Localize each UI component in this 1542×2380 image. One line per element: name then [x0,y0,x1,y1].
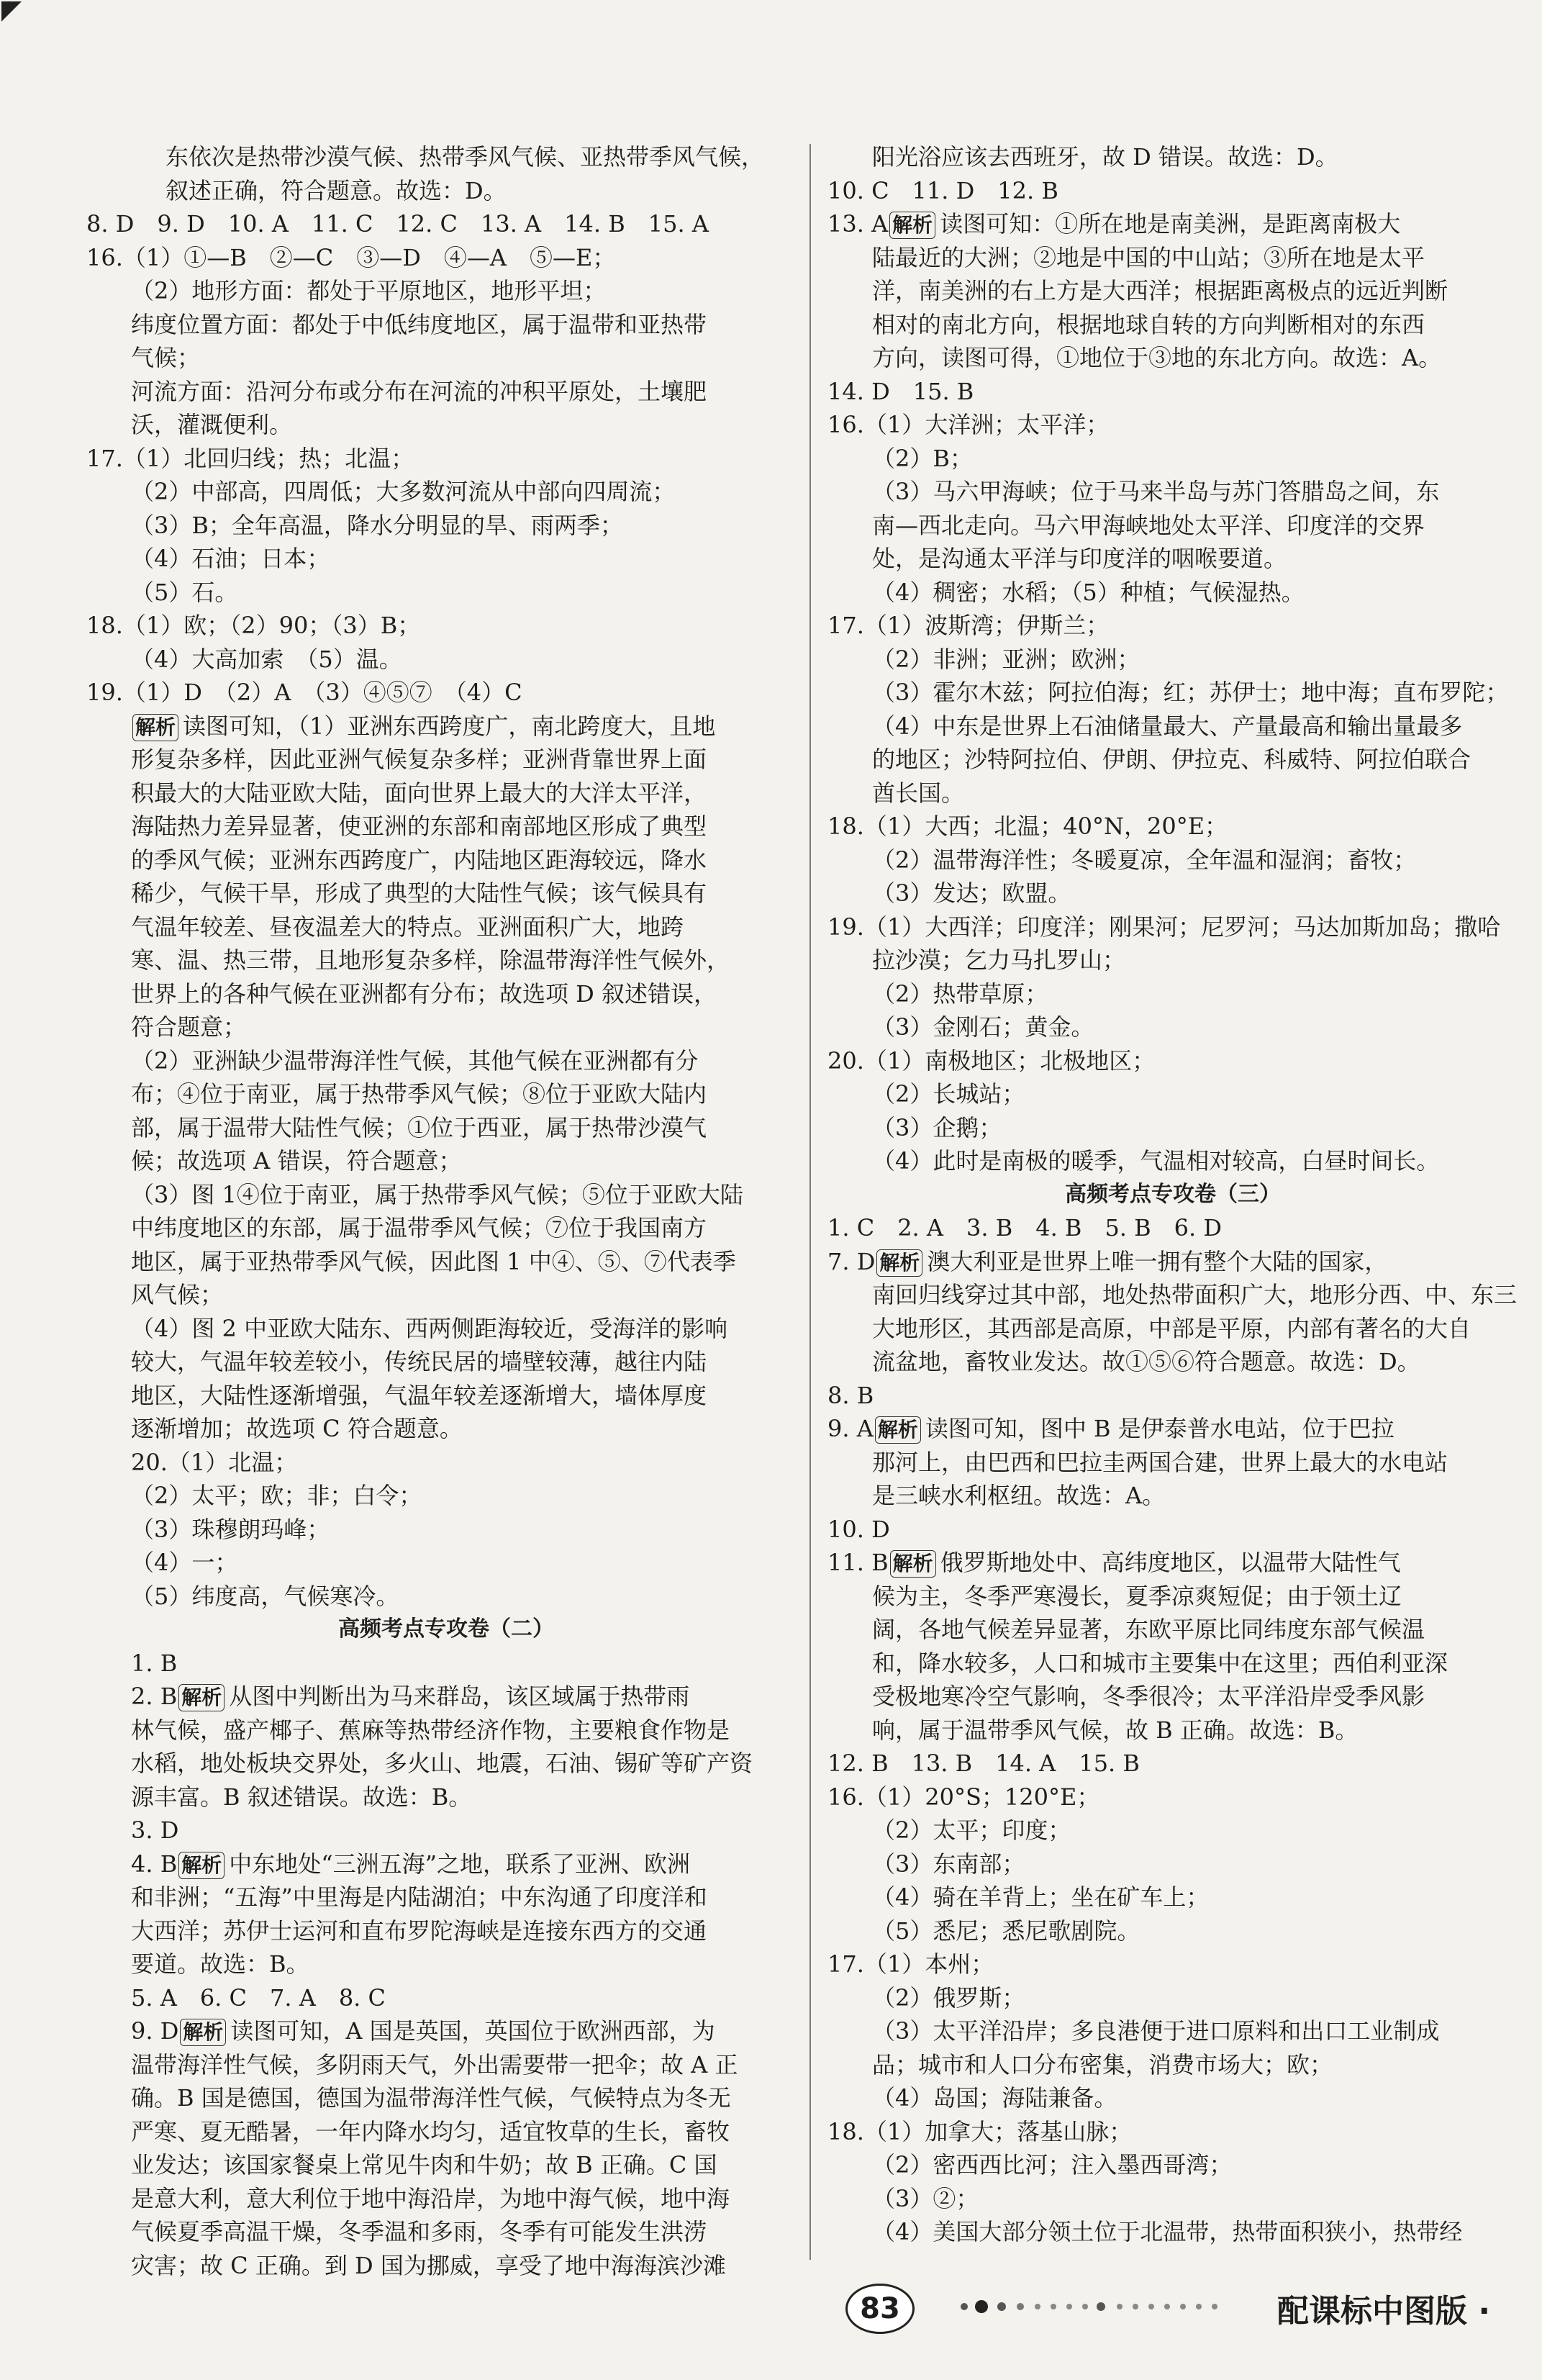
answer-line: 流盆地，畜牧业发达。故①⑤⑥符合题意。故选：D。 [872,1348,1420,1375]
corner-mark-icon [0,0,29,29]
answer-line: 19.（1）大西洋；印度洋；刚果河；尼罗河；马达加斯加岛；撒哈 [827,913,1501,941]
answer-line: （3）珠穆朗玛峰； [131,1515,330,1543]
analysis-tag: 解析 [178,1852,225,1879]
answer-line: 和，降水较多，人口和城市主要集中在这里；西伯利亚深 [872,1649,1448,1677]
answer-line: 20.（1）南极地区；北极地区； [827,1046,1156,1074]
answer-line: （3）②； [872,2184,979,2212]
answer-line: （2）地形方面：都处于平原地区，地形平坦； [131,277,607,304]
question-number: 13. A [827,210,889,237]
answer-line: 气候； [131,344,201,371]
answer-line: 稀少，气候干旱，形成了典型的大陆性气候；该气候具有 [131,879,707,907]
edition-label: 配课标中图版 · [1277,2293,1491,2330]
analysis-tag: 解析 [876,1249,922,1277]
answer-line: 沃，灌溉便利。 [131,411,293,438]
answer-line: 灾害；故 C 正确。到 D 国为挪威，享受了地中海海滨沙滩 [131,2251,726,2279]
answer-line: 响，属于温带季风气候，故 B 正确。故选：B。 [872,1716,1359,1744]
answer-line: 16.（1）大洋洲；太平洋； [827,411,1110,438]
answer-line: （5）纬度高，气候寒冷。 [131,1582,399,1610]
answer-line: （3）金刚石；黄金。 [872,1013,1094,1041]
answer-line: 1. B [131,1649,178,1677]
answer-line: （3）太平洋沿岸；多良港便于进口原料和出口工业制成 [872,2017,1440,2045]
answer-line: 东依次是热带沙漠气候、热带季风气候、亚热带季风气候， [165,143,765,171]
analysis-tag: 解析 [132,714,178,741]
answer-line: 洋，南美洲的右上方是大西洋；根据距离极点的远近判断 [872,277,1448,304]
answer-line: 和非洲；“五海”中里海是内陆湖泊；中东沟通了印度洋和 [131,1883,707,1911]
answer-line [827,1546,1518,1580]
answer-line: 8. D 9. D 10. A 11. C 12. C 13. A 14. B 15. A [86,210,709,237]
question-number: 11. B [827,1549,889,1576]
answer-line: 部，属于温带大陆性气候；①位于西亚，属于热带沙漠气 [131,1113,707,1141]
answer-line: （3）企鹅； [872,1113,1002,1141]
answer-line: 风气候； [131,1281,224,1308]
answer-line: （4）此时是南极的暖季，气温相对较高，白昼时间长。 [872,1147,1440,1175]
answer-line: 寒、温、热三带，且地形复杂多样，除温带海洋性气候外， [131,946,730,974]
answer-line: （2）太平；印度； [872,1816,1071,1844]
answer-line: 18.（1）加拿大；落基山脉； [827,2117,1133,2145]
answer-line: （3）霍尔木兹；阿拉伯海；红；苏伊士；地中海；直布罗陀； [872,679,1509,706]
answer-line: 较大，气温年较差较小，传统民居的墙壁较薄，越往内陆 [131,1348,707,1375]
column-divider [809,144,811,2260]
page-number: 83 [845,2284,915,2334]
answer-line: （2）非洲；亚洲；欧洲； [872,645,1140,673]
answer-line: 形复杂多样，因此亚洲气候复杂多样；亚洲背靠世界上面 [131,746,707,773]
answer-line: 气候夏季高温干燥，冬季温和多雨，冬季有可能发生洪涝 [131,2218,707,2245]
answer-line: 确。B 国是德国，德国为温带海洋性气候，气候特点为冬无 [131,2084,731,2112]
answer-line: 符合题意； [131,1013,247,1041]
answer-line: 12. B 13. B 14. A 15. B [827,1750,1140,1777]
analysis-tag: 解析 [178,1684,225,1711]
answer-line: 南回归线穿过其中部，地处热带面积广大，地形分西、中、东三 [872,1281,1518,1308]
question-number: 4. B [131,1850,178,1878]
answer-line: （3）图 1④位于南亚，属于热带季风气候；⑤位于亚欧大陆 [131,1180,743,1208]
decorative-dots-icon [957,2298,1259,2315]
answer-line: 温带海洋性气候，多阴雨天气，外出需要带一把伞；故 A 正 [131,2050,738,2078]
question-number: 7. D [827,1247,876,1275]
answer-line: 大西洋；苏伊士运河和直布罗陀海峡是连接东西方的交通 [131,1917,707,1945]
answer-line: 陆最近的大洲；②地是中国的中山站；③所在地是太平 [872,243,1425,271]
answer-line: 气温年较差、昼夜温差大的特点。亚洲面积广大，地跨 [131,913,684,941]
answer-line: （3）B；全年高温，降水分明显的旱、雨两季； [131,511,623,539]
answer-line: 逐渐增加；故选项 C 符合题意。 [131,1415,463,1442]
answer-line: 地区，大陆性逐渐增强，气温年较差逐渐增大，墙体厚度 [131,1381,707,1409]
answer-line: （2）热带草原； [872,979,1048,1008]
answer-line [86,710,806,743]
analysis-tag: 解析 [875,1416,921,1444]
answer-text: 中东地处“三洲五海”之地，联系了亚洲、欧洲 [229,1850,690,1878]
answer-line: 大地形区，其西部是高原，中部是平原，内部有著名的大自 [872,1314,1471,1342]
answer-line: 8. B [827,1381,874,1409]
answer-line: 1. C 2. A 3. B 4. B 5. B 6. D [827,1214,1223,1241]
answer-line: （4）一； [131,1549,238,1576]
right-column [827,140,1518,2249]
answer-line: （2）B； [872,444,973,472]
answer-line: 5. A 6. C 7. A 8. C [131,1983,386,2012]
answer-text: 俄罗斯地处中、高纬度地区，以温带大陆性气 [940,1549,1401,1576]
section-heading: 高频考点专攻卷（三） [1065,1181,1281,1207]
answer-line [86,1847,806,1881]
answer-line: （2）长城站； [872,1080,1025,1108]
answer-text: 读图可知，（1）亚洲东西跨度广，南北跨度大，且地 [183,712,716,740]
answer-line: 酋长国。 [872,779,965,807]
answer-line: （4）岛国；海陆兼备。 [872,2084,1117,2112]
answer-line: 南—西北走向。马六甲海峡地处太平洋、印度洋的交界 [872,511,1425,539]
answer-line: 品；城市和人口分布密集，消费市场大；欧； [872,2050,1333,2078]
answer-line: （4）稠密；水稻；（5）种植；气候湿热。 [872,578,1305,606]
answer-line: （2）中部高，四周低；大多数河流从中部向四周流； [131,478,676,505]
answer-line [86,1680,806,1714]
answer-line: 阳光浴应该去西班牙，故 D 错误。故选：D。 [872,143,1338,171]
answer-line: 10. D [827,1515,890,1543]
answer-line: 3. D [131,1816,179,1844]
answer-line: 严寒、夏无酷暑，一年内降水均匀，适宜牧草的生长，畜牧 [131,2117,730,2145]
answer-text: 读图可知：①所在地是南美洲，是距离南极大 [940,210,1401,237]
answer-line: 10. C 11. D 12. B [827,176,1058,204]
answer-line: 中纬度地区的东部，属于温带季风气候；⑦位于我国南方 [131,1214,707,1241]
answer-line: （3）马六甲海峡；位于马来半岛与苏门答腊岛之间，东 [872,478,1440,505]
answer-line: 水稻，地处板块交界处，多火山、地震，石油、锡矿等矿产资 [131,1750,753,1777]
answer-line: 的地区；沙特阿拉伯、伊朗、伊拉克、科威特、阿拉伯联合 [872,746,1471,773]
answer-line: 地区，属于亚热带季风气候，因此图 1 中④、⑤、⑦代表季 [131,1247,736,1275]
answer-text: 读图可知，A 国是英国，英国位于欧洲西部，为 [230,2017,715,2045]
answer-line: 候；故选项 A 错误，符合题意； [131,1147,462,1175]
answer-line: （4）大高加索 （5）温。 [131,645,402,673]
question-number: 2. B [131,1683,178,1710]
answer-line: 19.（1）D （2）A （3）④⑤⑦ （4）C [86,679,522,706]
page-footer [0,2278,1542,2343]
answer-line: （2）温带海洋性；冬暖夏凉，全年温和湿润；畜牧； [872,846,1417,874]
left-column [86,140,806,2282]
answer-text: 读图可知，图中 B 是伊泰普水电站，位于巴拉 [925,1415,1394,1442]
answer-line: （3）发达；欧盟。 [872,879,1071,907]
answer-line [86,2014,806,2048]
answer-line: （2）密西西比河；注入墨西哥湾； [872,2151,1233,2178]
answer-line: （3）东南部； [872,1850,1025,1878]
answer-line [827,1412,1518,1446]
answer-line: 积最大的大陆亚欧大陆，面向世界上最大的大洋太平洋， [131,779,707,807]
answer-line: 叙述正确，符合题意。故选：D。 [165,176,507,204]
answer-line: 河流方面：沿河分布或分布在河流的冲积平原处，土壤肥 [131,377,707,405]
answer-line: 候为主，冬季严寒漫长，夏季凉爽短促；由于领土辽 [872,1582,1402,1610]
answer-line: 是意大利，意大利位于地中海沿岸，为地中海气候，地中海 [131,2184,730,2212]
answer-line: （2）俄罗斯； [872,1983,1025,2012]
answer-line [827,1245,1518,1279]
answer-line: 20.（1）北温； [131,1448,298,1476]
answer-line: （4）美国大部分领土位于北温带，热带面积狭小，热带经 [872,2218,1463,2245]
answer-line: 要道。故选：B。 [131,1950,309,1978]
answer-line: （5）石。 [131,578,238,606]
answer-line: （4）石油；日本； [131,545,330,572]
answer-line: 方向，读图可得，①地位于③地的东北方向。故选：A。 [872,344,1442,371]
answer-line: 阔，各地气候差异显著，东欧平原比同纬度东部气候温 [872,1616,1425,1643]
answer-line: 是三峡水利枢纽。故选：A。 [872,1482,1166,1509]
answer-line: 14. D 15. B [827,377,974,405]
section-heading: 高频考点专攻卷（二） [338,1616,554,1642]
answer-line: （4）骑在羊背上；坐在矿车上； [872,1883,1210,1911]
answer-line: 受极地寒冷空气影响，冬季很冷；太平洋沿岸受季风影 [872,1683,1425,1710]
answer-line: 那河上，由巴西和巴拉圭两国合建，世界上最大的水电站 [872,1448,1448,1476]
answer-line: 相对的南北方向，根据地球自转的方向判断相对的东西 [872,310,1425,338]
answer-line: 业发达；该国家餐桌上常见牛肉和牛奶；故 B 正确。C 国 [131,2151,717,2178]
answer-line: 16.（1）①—B ②—C ③—D ④—A ⑤—E； [86,243,616,271]
answer-line: （4）图 2 中亚欧大陆东、西两侧距海较近，受海洋的影响 [131,1314,728,1342]
answer-line: 17.（1）本州； [827,1950,994,1978]
answer-line: 林气候，盛产椰子、蕉麻等热带经济作物，主要粮食作物是 [131,1716,730,1744]
answer-line: 纬度位置方面：都处于中低纬度地区，属于温带和亚热带 [131,310,707,338]
answer-line: 处，是沟通太平洋与印度洋的咽喉要道。 [872,545,1287,572]
answer-text: 澳大利亚是世界上唯一拥有整个大陆的国家， [927,1247,1388,1275]
answer-line: 18.（1）欧；（2）90；（3）B； [86,612,421,639]
question-number: 9. A [827,1415,874,1442]
analysis-tag: 解析 [889,212,935,239]
answer-line: 17.（1）波斯湾；伊斯兰； [827,612,1110,639]
answer-line: （2）太平；欧；非；白令； [131,1482,422,1509]
answer-line: 布；④位于南亚，属于热带季风气候；⑧位于亚欧大陆内 [131,1080,707,1108]
answer-line [827,207,1518,241]
answer-line: （5）悉尼；悉尼歌剧院。 [872,1917,1140,1945]
answer-line: 16.（1）20°S；120°E； [827,1783,1100,1811]
answer-line: 海陆热力差异显著，使亚洲的东部和南部地区形成了典型 [131,813,707,840]
question-number: 9. D [131,2017,179,2045]
answer-line: 18.（1）大西；北温；40°N，20°E； [827,813,1228,840]
answer-line: 拉沙漠；乞力马扎罗山； [872,946,1126,974]
answer-line: （2）亚洲缺少温带海洋性气候，其他气候在亚洲都有分 [131,1046,699,1074]
analysis-tag: 解析 [180,2019,226,2046]
answer-text: 从图中判断出为马来群岛，该区域属于热带雨 [229,1683,690,1710]
answer-line: 的季风气候；亚洲东西跨度广，内陆地区距海较远，降水 [131,846,707,874]
answer-line: 17.（1）北回归线；热；北温； [86,444,414,472]
answer-line: （4）中东是世界上石油储量最大、产量最高和输出量最多 [872,712,1463,740]
analysis-tag: 解析 [890,1550,936,1578]
answer-line: 世界上的各种气候在亚洲都有分布；故选项 D 叙述错误， [131,979,717,1008]
answer-line: 源丰富。B 叙述错误。故选：B。 [131,1783,472,1811]
